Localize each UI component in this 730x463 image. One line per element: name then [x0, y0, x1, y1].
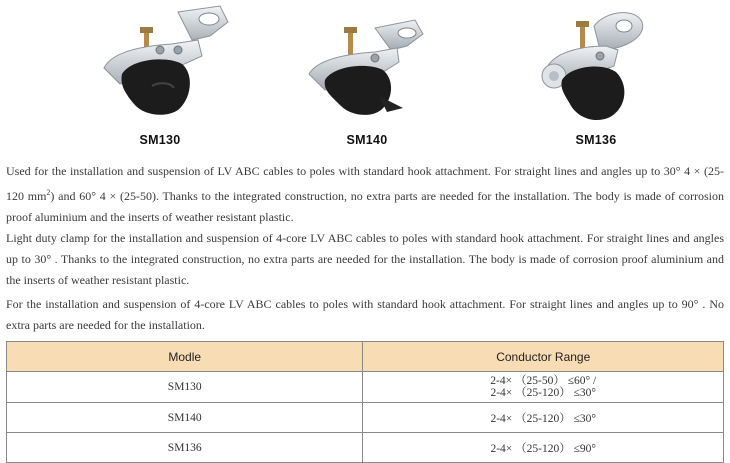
model-cell: SM140: [7, 403, 363, 433]
table-row: [7, 433, 724, 463]
description-sm140: Light duty clamp for the installation and suspension of 4-core LV ABC cables to poles with standard hook attachment. For straight lines and angles up to 30° . Thanks to the integrated construction, no extra parts are needed for the installation. The body is made of corrosion proof aluminium and the inserts of weather resistant plastic.: [6, 231, 724, 287]
column-header-conductor-range: Conductor Range: [363, 342, 724, 372]
clamp-sm140-image: [267, 0, 467, 130]
product-sm136: [496, 0, 696, 150]
product-sm140: [267, 0, 467, 150]
product-sm130: [60, 0, 260, 150]
table-row: [7, 372, 724, 403]
clamp-sm136-image: [496, 0, 696, 130]
description-sm130: [6, 161, 724, 228]
table-row: [7, 403, 724, 433]
product-gallery: [0, 0, 730, 150]
product-name: SM136: [575, 133, 617, 147]
range-line: 2-4× （25-120） ≤30°: [490, 387, 597, 399]
conductor-range-table: [6, 341, 724, 463]
clamp-sm130-image: [60, 0, 260, 130]
range-cell: [363, 372, 724, 403]
description-text: ) and 60° 4 × (25-50). Thanks to the integrated construction, no extra parts are needed for the installation. The body is made of corrosion proof aluminium and the inserts of weather resistant plastic.: [6, 189, 724, 224]
model-cell: SM136: [7, 433, 363, 463]
product-name: SM130: [139, 133, 181, 147]
table-header-row: [7, 342, 724, 372]
description-sm136: For the installation and suspension of 4-core LV ABC cables to poles with standard hook attachment. For straight lines and angles up to 90° . No extra parts are needed for the installation.: [6, 297, 724, 332]
superscript: 2: [46, 188, 51, 197]
model-cell: SM130: [7, 372, 363, 403]
column-header-model: Modle: [7, 342, 363, 372]
product-name: SM140: [346, 133, 388, 147]
range-line: 2-4× （25-50） ≤60° /: [490, 375, 597, 387]
description-text: Used for the installation and suspension of LV ABC cables to poles with standard hook attachment. For straight lines and angles up to 30° 4 × (25-120 mm: [6, 164, 724, 203]
range-cell: 2-4× （25-120） ≤90°: [363, 433, 724, 463]
range-cell: 2-4× （25-120） ≤30°: [363, 403, 724, 433]
